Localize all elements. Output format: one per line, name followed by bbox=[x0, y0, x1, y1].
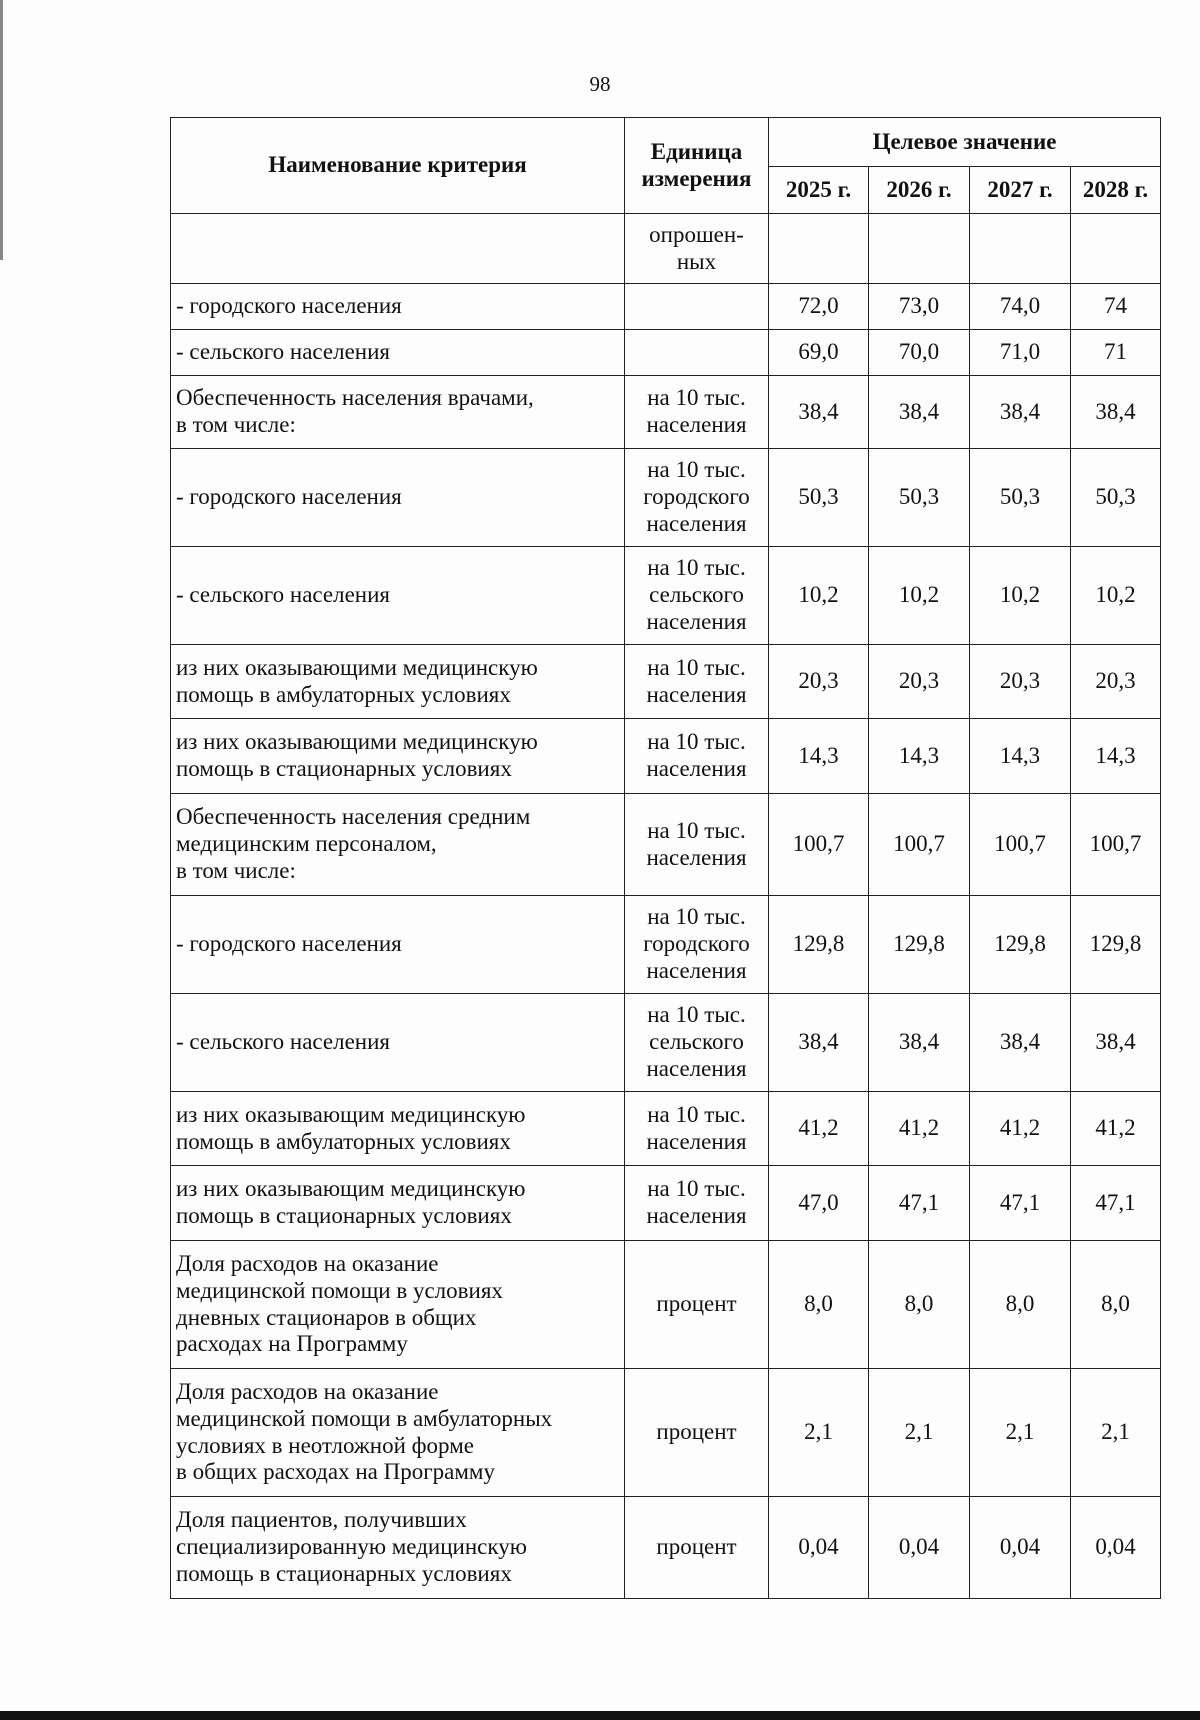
criterion-name-cell: - городского населения bbox=[171, 284, 625, 330]
criterion-name-cell: Доля расходов на оказание медицинской помощи в амбулаторных условиях в неотложной форме в общих расходах на Программу bbox=[171, 1369, 625, 1497]
table-body bbox=[171, 214, 1161, 1599]
unit-cell: на 10 тыс. населения bbox=[625, 645, 769, 719]
value-cell: 8,0 bbox=[769, 1241, 869, 1369]
value-cell: 8,0 bbox=[1071, 1241, 1161, 1369]
value-cell: 41,2 bbox=[869, 1092, 970, 1166]
value-cell: 47,1 bbox=[1071, 1166, 1161, 1241]
value-cell: 38,4 bbox=[970, 994, 1071, 1092]
criterion-name-cell: Обеспеченность населения средним медицинским персоналом, в том числе: bbox=[171, 794, 625, 896]
value-cell: 38,4 bbox=[769, 994, 869, 1092]
value-cell: 50,3 bbox=[769, 449, 869, 547]
value-cell: 47,0 bbox=[769, 1166, 869, 1241]
value-cell: 100,7 bbox=[1071, 794, 1161, 896]
criterion-name-cell bbox=[171, 214, 625, 284]
unit-cell: на 10 тыс. населения bbox=[625, 376, 769, 449]
value-cell: 38,4 bbox=[1071, 376, 1161, 449]
criterion-name-cell: из них оказывающим медицинскую помощь в стационарных условиях bbox=[171, 1166, 625, 1241]
unit-cell: на 10 тыс. населения bbox=[625, 1166, 769, 1241]
header-year-2025: 2025 г. bbox=[769, 167, 869, 214]
header-row-top bbox=[171, 118, 1161, 167]
bottom-scan-border bbox=[0, 1711, 1200, 1720]
value-cell: 38,4 bbox=[970, 376, 1071, 449]
value-cell: 41,2 bbox=[769, 1092, 869, 1166]
table-row bbox=[171, 376, 1161, 449]
table-row bbox=[171, 547, 1161, 645]
value-cell: 72,0 bbox=[769, 284, 869, 330]
unit-cell: на 10 тыс. населения bbox=[625, 794, 769, 896]
value-cell: 69,0 bbox=[769, 330, 869, 376]
table-row bbox=[171, 1241, 1161, 1369]
value-cell: 47,1 bbox=[970, 1166, 1071, 1241]
header-target-value: Целевое значение bbox=[769, 118, 1161, 167]
unit-cell: на 10 тыс. сельского населения bbox=[625, 547, 769, 645]
header-criterion: Наименование критерия bbox=[171, 118, 625, 214]
criterion-name-cell: из них оказывающими медицинскую помощь в стационарных условиях bbox=[171, 719, 625, 794]
value-cell: 10,2 bbox=[869, 547, 970, 645]
value-cell: 129,8 bbox=[869, 896, 970, 994]
value-cell bbox=[970, 214, 1071, 284]
value-cell: 20,3 bbox=[970, 645, 1071, 719]
value-cell: 38,4 bbox=[769, 376, 869, 449]
table-row bbox=[171, 284, 1161, 330]
table-row bbox=[171, 1497, 1161, 1599]
value-cell: 14,3 bbox=[869, 719, 970, 794]
table-row bbox=[171, 1092, 1161, 1166]
scan-edge-line bbox=[0, 0, 3, 260]
value-cell: 38,4 bbox=[869, 994, 970, 1092]
unit-cell: на 10 тыс. городского населения bbox=[625, 449, 769, 547]
value-cell: 50,3 bbox=[1071, 449, 1161, 547]
table-row bbox=[171, 719, 1161, 794]
criterion-name-cell: Доля расходов на оказание медицинской помощи в условиях дневных стационаров в общих расходах на Программу bbox=[171, 1241, 625, 1369]
value-cell: 0,04 bbox=[1071, 1497, 1161, 1599]
header-unit: Единица измерения bbox=[625, 118, 769, 214]
header-year-2026: 2026 г. bbox=[869, 167, 970, 214]
value-cell: 47,1 bbox=[869, 1166, 970, 1241]
value-cell: 41,2 bbox=[1071, 1092, 1161, 1166]
value-cell: 14,3 bbox=[1071, 719, 1161, 794]
value-cell: 20,3 bbox=[769, 645, 869, 719]
value-cell: 129,8 bbox=[769, 896, 869, 994]
unit-cell: на 10 тыс. городского населения bbox=[625, 896, 769, 994]
criterion-name-cell: - сельского населения bbox=[171, 994, 625, 1092]
table-row bbox=[171, 449, 1161, 547]
table-row bbox=[171, 1369, 1161, 1497]
value-cell: 74,0 bbox=[970, 284, 1071, 330]
value-cell: 2,1 bbox=[769, 1369, 869, 1497]
value-cell: 2,1 bbox=[869, 1369, 970, 1497]
criterion-name-cell: - сельского населения bbox=[171, 547, 625, 645]
table-row bbox=[171, 896, 1161, 994]
value-cell: 129,8 bbox=[1071, 896, 1161, 994]
value-cell: 0,04 bbox=[970, 1497, 1071, 1599]
criterion-name-cell: из них оказывающим медицинскую помощь в амбулаторных условиях bbox=[171, 1092, 625, 1166]
unit-cell: процент bbox=[625, 1497, 769, 1599]
value-cell: 8,0 bbox=[869, 1241, 970, 1369]
value-cell: 10,2 bbox=[1071, 547, 1161, 645]
table-row bbox=[171, 1166, 1161, 1241]
unit-cell: на 10 тыс. населения bbox=[625, 1092, 769, 1166]
value-cell: 71,0 bbox=[970, 330, 1071, 376]
criterion-name-cell: Доля пациентов, получивших специализированную медицинскую помощь в стационарных условиях bbox=[171, 1497, 625, 1599]
value-cell: 10,2 bbox=[970, 547, 1071, 645]
criterion-name-cell: - городского населения bbox=[171, 896, 625, 994]
value-cell: 14,3 bbox=[970, 719, 1071, 794]
value-cell: 70,0 bbox=[869, 330, 970, 376]
value-cell: 50,3 bbox=[970, 449, 1071, 547]
table-row bbox=[171, 214, 1161, 284]
unit-cell: на 10 тыс. населения bbox=[625, 719, 769, 794]
value-cell bbox=[1071, 214, 1161, 284]
header-year-2028: 2028 г. bbox=[1071, 167, 1161, 214]
table-row bbox=[171, 645, 1161, 719]
value-cell: 71 bbox=[1071, 330, 1161, 376]
header-year-2027: 2027 г. bbox=[970, 167, 1071, 214]
value-cell: 20,3 bbox=[869, 645, 970, 719]
unit-cell bbox=[625, 330, 769, 376]
value-cell: 2,1 bbox=[1071, 1369, 1161, 1497]
criterion-name-cell: - сельского населения bbox=[171, 330, 625, 376]
value-cell: 0,04 bbox=[769, 1497, 869, 1599]
value-cell: 38,4 bbox=[1071, 994, 1161, 1092]
value-cell: 129,8 bbox=[970, 896, 1071, 994]
value-cell: 14,3 bbox=[769, 719, 869, 794]
value-cell: 2,1 bbox=[970, 1369, 1071, 1497]
value-cell: 74 bbox=[1071, 284, 1161, 330]
table-row bbox=[171, 994, 1161, 1092]
value-cell: 20,3 bbox=[1071, 645, 1161, 719]
criteria-table bbox=[170, 117, 1161, 1599]
value-cell: 100,7 bbox=[869, 794, 970, 896]
criterion-name-cell: из них оказывающими медицинскую помощь в амбулаторных условиях bbox=[171, 645, 625, 719]
value-cell: 38,4 bbox=[869, 376, 970, 449]
unit-cell: опрошен- ных bbox=[625, 214, 769, 284]
value-cell: 50,3 bbox=[869, 449, 970, 547]
unit-cell: процент bbox=[625, 1241, 769, 1369]
unit-cell: процент bbox=[625, 1369, 769, 1497]
page-number: 98 bbox=[589, 72, 611, 96]
value-cell: 100,7 bbox=[769, 794, 869, 896]
value-cell: 10,2 bbox=[769, 547, 869, 645]
value-cell bbox=[869, 214, 970, 284]
table-row bbox=[171, 330, 1161, 376]
value-cell bbox=[769, 214, 869, 284]
value-cell: 41,2 bbox=[970, 1092, 1071, 1166]
value-cell: 8,0 bbox=[970, 1241, 1071, 1369]
value-cell: 73,0 bbox=[869, 284, 970, 330]
unit-cell bbox=[625, 284, 769, 330]
table-row bbox=[171, 794, 1161, 896]
value-cell: 100,7 bbox=[970, 794, 1071, 896]
value-cell: 0,04 bbox=[869, 1497, 970, 1599]
unit-cell: на 10 тыс. сельского населения bbox=[625, 994, 769, 1092]
criterion-name-cell: Обеспеченность населения врачами, в том числе: bbox=[171, 376, 625, 449]
criterion-name-cell: - городского населения bbox=[171, 449, 625, 547]
